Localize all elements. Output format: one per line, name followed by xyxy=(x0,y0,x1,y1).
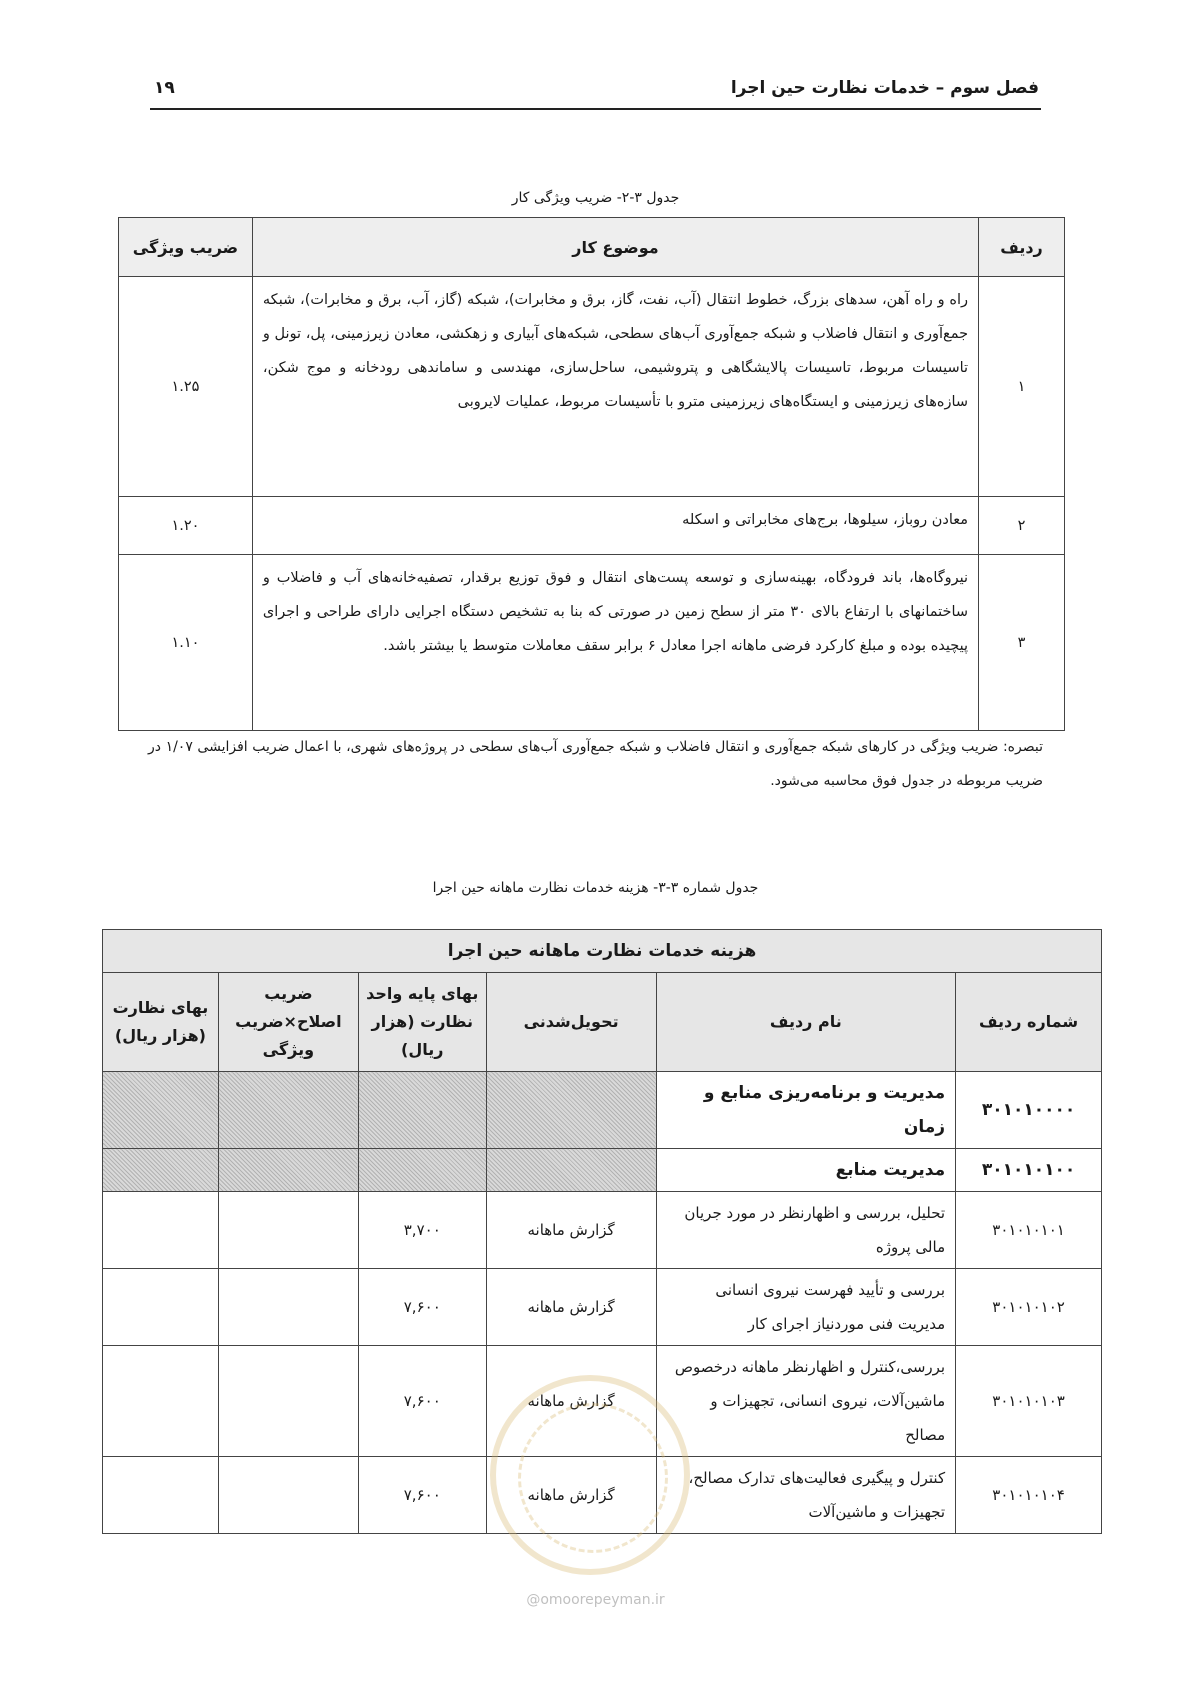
row-coefficient xyxy=(218,1269,358,1346)
row-code: ۳۰۱۰۱۰۱۰۱ xyxy=(956,1192,1102,1269)
row-base-price: ۷,۶۰۰ xyxy=(358,1269,486,1346)
row-code: ۳۰۱۰۱۰۱۰۴ xyxy=(956,1457,1102,1534)
row-factor: ۱.۲۰ xyxy=(119,497,253,555)
table-title-row xyxy=(103,930,1102,973)
header-deliverable: تحویل‌شدنی xyxy=(486,973,656,1072)
header-coefficient: ضریب اصلاح×ضریب ویژگی xyxy=(218,973,358,1072)
row-name: بررسی و تأیید فهرست نیروی انسانی مدیریت فنی موردنیاز اجرای کار xyxy=(656,1269,956,1346)
header-name: نام ردیف xyxy=(656,973,956,1072)
hatched-cell xyxy=(218,1149,358,1192)
row-deliverable: گزارش ماهانه xyxy=(486,1457,656,1534)
row-code: ۳۰۱۰۱۰۱۰۳ xyxy=(956,1346,1102,1457)
watermark-gear-icon xyxy=(518,1403,668,1553)
table-header-row xyxy=(103,973,1102,1072)
chapter-title: فصل سوم – خدمات نظارت حین اجرا xyxy=(730,78,1039,98)
row-name: مدیریت و برنامه‌ریزی منابع و زمان xyxy=(656,1072,956,1149)
row-deliverable: گزارش ماهانه xyxy=(486,1346,656,1457)
row-number: ۲ xyxy=(979,497,1065,555)
table1-note: تبصره: ضریب ویژگی در کارهای شبکه جمع‌آوری و انتقال فاضلاب و شبکه جمع‌آوری آب‌های سطحی در پروژه‌های شهری، با اعمال ضریب افزایشی ۱/۰۷ در ضریب مربوطه در جدول فوق محاسبه می‌شود. xyxy=(148,739,1043,789)
row-price xyxy=(103,1457,219,1534)
row-base-price: ۷,۶۰۰ xyxy=(358,1457,486,1534)
table-row xyxy=(103,1192,1102,1269)
row-code: ۳۰۱۰۱۰۱۰۰ xyxy=(956,1149,1102,1192)
table-row xyxy=(119,277,1065,497)
row-factor: ۱.۲۵ xyxy=(119,277,253,497)
header-factor: ضریب ویژگی xyxy=(119,218,253,277)
row-code: ۳۰۱۰۱۰۱۰۲ xyxy=(956,1269,1102,1346)
row-price xyxy=(103,1192,219,1269)
table-header-row xyxy=(119,218,1065,277)
row-factor: ۱.۱۰ xyxy=(119,555,253,731)
table1-caption: جدول ۳-۲- ضریب ویژگی کار xyxy=(511,190,680,206)
page-header xyxy=(150,76,1041,110)
row-subject: معادن روباز، سیلوها، برج‌های مخابراتی و اسکله xyxy=(252,497,978,555)
row-subject: نیروگاه‌ها، باند فرودگاه، بهینه‌سازی و توسعه پست‌های انتقال و فوق توزیع برقدار، تصفیه‌خانه‌های آب و فاضلاب و ساختمانهای با ارتفاع بالای ۳۰ متر از سطح زمین در صورتی که بنا به تشخیص دستگاه اجرایی دارای طراحی و اجرای پیچیده بوده و مبلغ کارکرد فرضی ماهانه اجرا معادل ۶ برابر سقف معاملات متوسط یا بیشتر باشد. xyxy=(252,555,978,731)
row-name: تحلیل، بررسی و اظهارنظر در مورد جریان مالی پروژه xyxy=(656,1192,956,1269)
table-title: هزینه خدمات نظارت ماهانه حین اجرا xyxy=(103,930,1102,973)
row-coefficient xyxy=(218,1457,358,1534)
hatched-cell xyxy=(358,1149,486,1192)
work-factor-table xyxy=(118,217,1065,731)
page-number: ۱۹ xyxy=(154,78,175,98)
table2-caption: جدول شماره ۳-۳- هزینه خدمات نظارت ماهانه حین اجرا xyxy=(432,880,759,896)
hatched-cell xyxy=(218,1072,358,1149)
row-price xyxy=(103,1346,219,1457)
row-number: ۳ xyxy=(979,555,1065,731)
row-deliverable: گزارش ماهانه xyxy=(486,1269,656,1346)
row-number: ۱ xyxy=(979,277,1065,497)
watermark-text: @omoorepeyman.ir xyxy=(526,1592,665,1608)
row-subject: راه و راه آهن، سدهای بزرگ، خطوط انتقال (آب، نفت، گاز، برق و مخابرات)، شبکه (گاز، آب، برق و مخابرات)، شبکه جمع‌آوری و انتقال فاضلاب و شبکه جمع‌آوری آب‌های سطحی، شبکه‌های آبیاری و زهکشی، معادن زیرزمینی، پل، تونل و تاسیسات مربوط، تاسیسات پالایشگاهی و پتروشیمی، ساحل‌سازی، مهندسی و ساماندهی رودخانه و موج شکن، سازه‌های زیرزمینی و ایستگاه‌های زیرزمینی مترو با تأسیسات مربوط، عملیات لایروبی xyxy=(252,277,978,497)
row-base-price: ۷,۶۰۰ xyxy=(358,1346,486,1457)
hatched-cell xyxy=(486,1072,656,1149)
row-coefficient xyxy=(218,1192,358,1269)
table-row xyxy=(103,1269,1102,1346)
row-name: بررسی،کنترل و اظهارنظر ماهانه درخصوص ماشین‌آلات، نیروی انسانی، تجهیزات و مصالح xyxy=(656,1346,956,1457)
watermark-seal xyxy=(490,1375,690,1575)
header-row-number: ردیف xyxy=(979,218,1065,277)
header-subject: موضوع کار xyxy=(252,218,978,277)
hatched-cell xyxy=(358,1072,486,1149)
hatched-cell xyxy=(103,1149,219,1192)
hatched-cell xyxy=(103,1072,219,1149)
header-code: شماره ردیف xyxy=(956,973,1102,1072)
row-deliverable: گزارش ماهانه xyxy=(486,1192,656,1269)
hatched-cell xyxy=(486,1149,656,1192)
table-row xyxy=(119,497,1065,555)
row-name: مدیریت منابع xyxy=(656,1149,956,1192)
group-row xyxy=(103,1072,1102,1149)
group-row xyxy=(103,1149,1102,1192)
table-row xyxy=(119,555,1065,731)
row-name: کنترل و پیگیری فعالیت‌های تدارک مصالح، تجهیزات و ماشین‌آلات xyxy=(656,1457,956,1534)
header-base-price: بهای پایه واحد نظارت (هزار ریال) xyxy=(358,973,486,1072)
row-price xyxy=(103,1269,219,1346)
header-price: بهای نظارت (هزار ریال) xyxy=(103,973,219,1072)
row-coefficient xyxy=(218,1346,358,1457)
row-code: ۳۰۱۰۱۰۰۰۰ xyxy=(956,1072,1102,1149)
row-base-price: ۳,۷۰۰ xyxy=(358,1192,486,1269)
